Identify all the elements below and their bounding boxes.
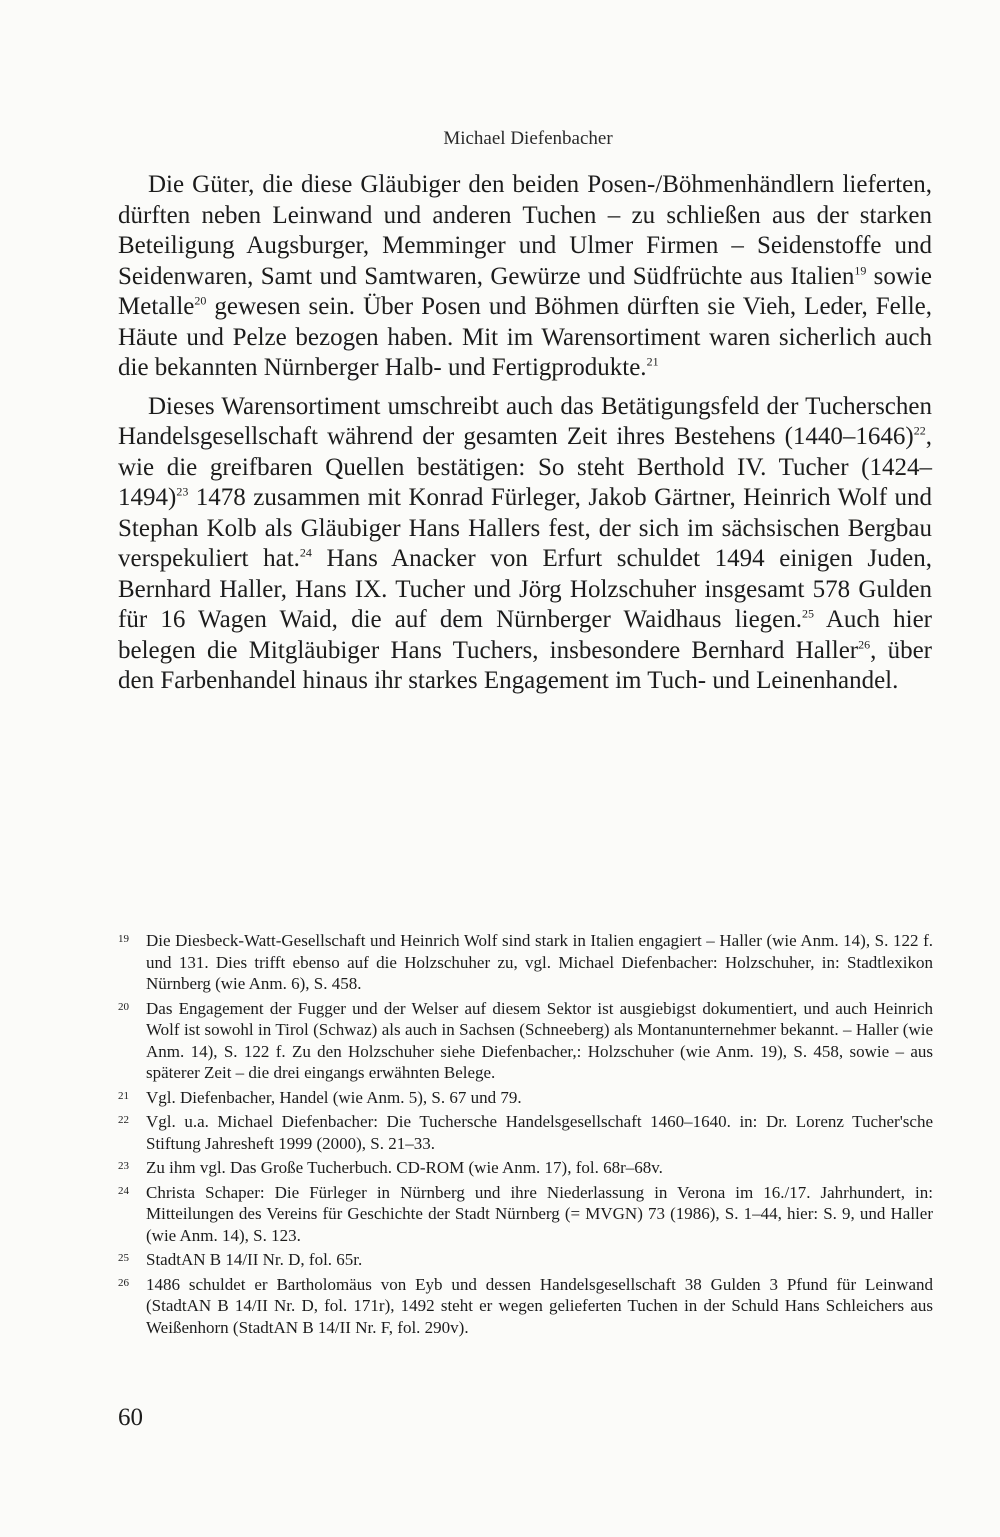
footnote-ref: 20: [194, 293, 207, 308]
text-run: gewesen sein. Über Posen und Böhmen dürften sie Vieh, Leder, Felle, Häute und Pelze bezogen haben. Mit im Warensortiment waren sicherlich auch die bekannten Nürnberger Halb- und Fertigprodukte.: [118, 293, 932, 381]
footnote-number: 22: [118, 1114, 129, 1126]
paragraph-1: [118, 170, 932, 384]
footnote: [118, 1274, 933, 1339]
footnote: [118, 1249, 933, 1271]
footnote: [118, 1111, 933, 1154]
body-text: [118, 170, 932, 697]
footnote: [118, 1182, 933, 1247]
footnote-number: 21: [118, 1089, 129, 1102]
text-run: Auch hier belegen die Mitgläubiger Hans Tuchers, insbesondere Bernhard Haller: [118, 606, 932, 664]
footnote-number: 20: [118, 1000, 129, 1013]
footnote: [118, 930, 933, 995]
footnotes: [118, 930, 933, 1341]
footnote-ref: 25: [802, 606, 815, 621]
text-run: , wie die greifbaren Quellen bestätigen: So steht Berthold IV. Tucher (1424–1494): [118, 423, 932, 511]
footnote-text: StadtAN B 14/II Nr. D, fol. 65r.: [146, 1250, 363, 1269]
footnote-text: 1486 schuldet er Bartholomäus von Eyb und dessen Handelsgesellschaft 38 Gulden 3 Pfund für Leinwand (StadtAN B 14/II Nr. D, fol. 171r), 1492 steht er wegen gelieferten Tuchen in der Schuld Hans Schleichers aus Weißenhorn (StadtAN B 14/II Nr. F, fol. 290v).: [146, 1274, 933, 1337]
footnote-ref: 19: [854, 263, 867, 278]
footnote-number: 25: [118, 1252, 129, 1264]
footnote: [118, 1157, 933, 1179]
footnote: [118, 998, 933, 1084]
footnote-number: 23: [118, 1160, 129, 1172]
footnote-ref: 24: [299, 545, 312, 560]
footnote-text: Vgl. Diefenbacher, Handel (wie Anm. 5), S. 67 und 79.: [146, 1087, 522, 1107]
text-run: Die Güter, die diese Gläubiger den beiden Posen-/Böhmenhändlern lieferten, dürften neben Leinwand und anderen Tuchen – zu schließen aus der starken Beteiligung Augsburger, Memminger und Ulmer Firmen – Seidenstoffe und Seidenwaren, Samt und Samtwaren, Gewürze und Südfrüchte aus Italien: [118, 171, 932, 290]
footnote-ref: 22: [913, 423, 926, 438]
footnote-text: Das Engagement der Fugger und der Welser auf diesem Sektor ist ausgiebigst dokumentiert, und auch Heinrich Wolf ist sowohl in Tirol (Schwaz) als auch in Sachsen (Schneeberg) als Montanunternehmer bekannt. – Haller (wie Anm. 14), S. 122 f. Zu den Holzschuher siehe Diefenbacher,: Holzschuher (wie Anm. 19), S. 458, sowie – aus späterer Zeit – die drei eingangs erwähnten Belege.: [146, 998, 933, 1082]
footnote-ref: 21: [646, 354, 659, 369]
footnote-text: Vgl. u.a. Michael Diefenbacher: Die Tuchersche Handelsgesellschaft 1460–1640. in: Dr. Lorenz Tucher'sche Stiftung Jahresheft 1999 (2000), S. 21–33.: [146, 1112, 933, 1153]
text-run: 1478 zusammen mit Konrad Fürleger, Jakob Gärtner, Heinrich Wolf und Stephan Kolb als Gläubiger Hans Hallers fest, der sich im sächsischen Bergbau verspekuliert hat.: [118, 484, 932, 572]
running-header: Michael Diefenbacher: [443, 128, 613, 149]
page-number: 60: [118, 1404, 143, 1431]
footnote-text: Zu ihm vgl. Das Große Tucherbuch. CD-ROM (wie Anm. 17), fol. 68r–68v.: [146, 1158, 663, 1177]
footnote-ref: 26: [858, 637, 871, 652]
footnote-number: 19: [118, 933, 129, 945]
footnote-text: Christa Schaper: Die Fürleger in Nürnberg und ihre Niederlassung in Verona im 16./17. Jahrhundert, in: Mitteilungen des Vereins für Geschichte der Stadt Nürnberg (= MVGN) 73 (1986), S. 1–44, hier: S. 9, und Haller (wie Anm. 14), S. 123.: [146, 1182, 933, 1245]
footnote-number: 26: [118, 1276, 129, 1289]
footnote-number: 24: [118, 1184, 129, 1197]
footnote-ref: 23: [176, 484, 189, 499]
text-run: Dieses Warensortiment umschreibt auch das Betätigungsfeld der Tucherschen Handelsgesellschaft während der gesamten Zeit ihres Bestehens (1440–1646): [118, 392, 932, 450]
paragraph-2: [118, 392, 932, 697]
footnote-text: Die Diesbeck-Watt-Gesellschaft und Heinrich Wolf sind stark in Italien engagiert – Haller (wie Anm. 14), S. 122 f. und 131. Dies trifft ebenso auf die Holzschuher zu, vgl. Michael Diefenbacher: Holzschuher, in: Stadtlexikon Nürnberg (wie Anm. 6), S. 458.: [146, 931, 933, 993]
footnote: [118, 1087, 933, 1109]
text-run: , über den Farbenhandel hinaus ihr starkes Engagement im Tuch- und Leinenhandel.: [118, 636, 933, 694]
text-run: Hans Anacker von Erfurt schuldet 1494 einigen Juden, Bernhard Haller, Hans IX. Tucher und Jörg Holzschuher insgesamt 578 Gulden für 16 Wagen Waid, die auf dem Nürnberger Waidhaus liegen.: [118, 545, 932, 633]
text-run: sowie Metalle: [118, 262, 932, 320]
